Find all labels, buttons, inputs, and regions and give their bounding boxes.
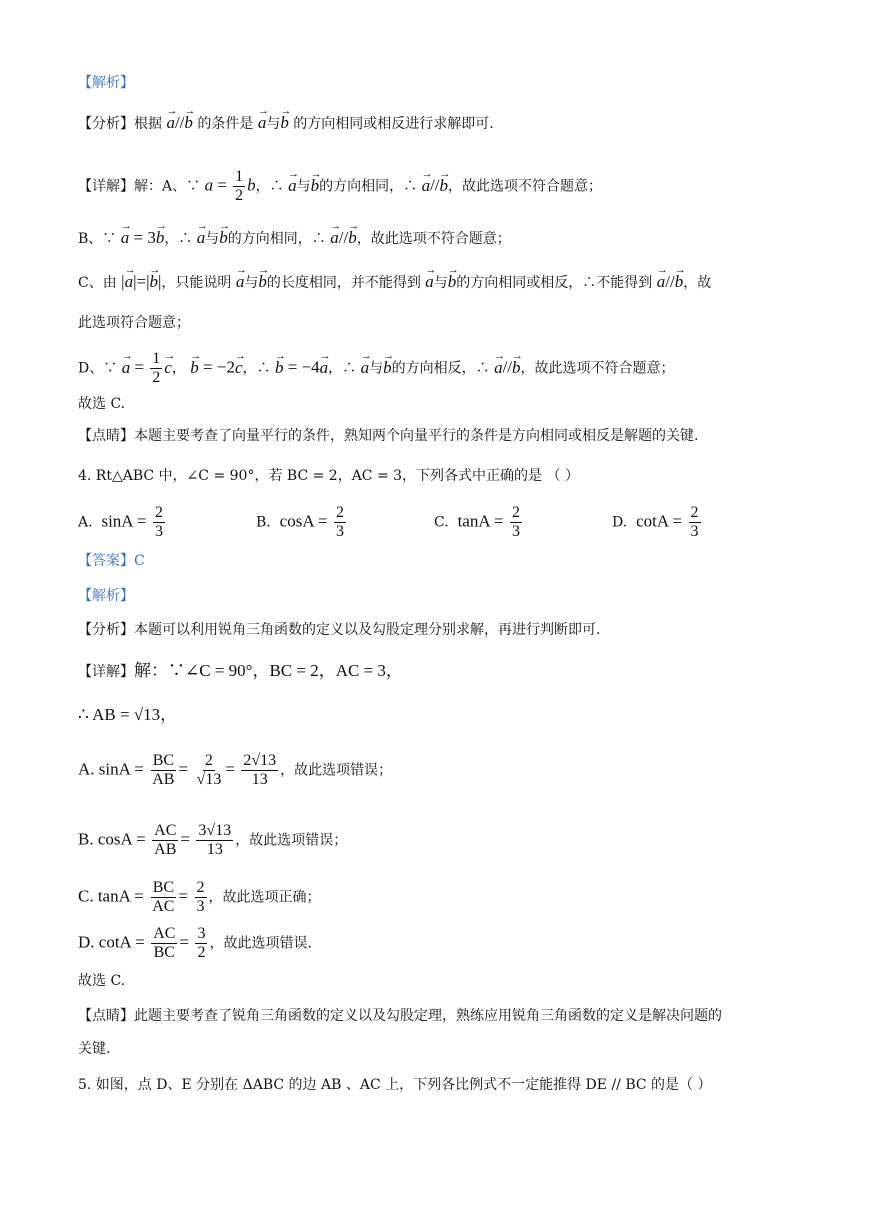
q3-detail-c-cont: 此选项符合题意； xyxy=(78,315,190,331)
q3-detail-b: B、∵ → a = 3→ b，∴ → a与→ b的方向相同，∴ → a//→ b，故此选项不符合题意； xyxy=(78,227,511,250)
q3-choice: 故选 C. xyxy=(78,396,126,412)
q4-detail-a: A. sinA = $\frac{BC}{AB}$ = $\frac{2}{√13}$ = $\frac{2√13}{13}$ ，故此选项错误； xyxy=(78,752,393,788)
q4-option-c: C. tanA = $\frac{2}{3}$ xyxy=(434,504,520,540)
q4-option-a: A. sinA = $\frac{2}{3}$ xyxy=(78,504,163,540)
q4-analysis-tag: 【解析】 xyxy=(78,588,134,604)
q4-option-d: D. cotA = $\frac{2}{3}$ xyxy=(612,504,699,540)
q4-ab-line: ∴ AB = √13， xyxy=(78,705,178,724)
q3-detail-a: 【详解】解：A、∵ a = $\frac{1}{2}$ b，∴ → a与→ b的方向相同，∴ → a//→ b，故此选项不符合题意； xyxy=(78,168,602,205)
q4-comment: 【点睛】此题主要考查了锐角三角函数的定义以及勾股定理，熟练应用锐角三角函数的定义是解决问题的 xyxy=(78,1008,722,1024)
vector-a: → a xyxy=(166,112,175,134)
analysis-tag: 【解析】 xyxy=(78,75,134,91)
q4-analysis: 【分析】本题可以利用锐角三角函数的定义以及勾股定理分别求解，再进行判断即可. xyxy=(78,622,601,638)
vector-b: → b xyxy=(184,112,193,134)
q3-detail-c: C、由 |→ a|=|→ b|，只能说明 → a与→ b的长度相同，并不能得到 → a与→ b的方向相同或相反，∴不能得到 → a//→ b，故 xyxy=(78,271,711,294)
q4-answer: 【答案】C xyxy=(78,553,145,569)
q3-analysis-line: 【分析】根据 → a//→ b 的条件是 → a与→ b 的方向相同或相反进行求解即可. xyxy=(78,112,494,135)
q4-comment-cont: 关键. xyxy=(78,1041,111,1057)
q4-detail-d: D. cotA = $\frac{AC}{BC}$ = $\frac{3}{2}$ ，故此选项错误. xyxy=(78,925,312,961)
q4-stem: 4. Rt△ABC 中，∠C = 90°，若 BC = 2，AC = 3，下列各式中正确的是 （ ） xyxy=(78,468,579,484)
q3-comment: 【点睛】本题主要考查了向量平行的条件，熟知两个向量平行的条件是方向相同或相反是解题的关键. xyxy=(78,428,699,444)
q4-detail-c: C. tanA = $\frac{BC}{AC}$ = $\frac{2}{3}$ ，故此选项正确； xyxy=(78,879,321,915)
q4-detail-b: B. cosA = $\frac{AC}{AB}$ = $\frac{3√13}{13}$ ，故此选项错误； xyxy=(78,822,348,858)
q4-choice: 故选 C. xyxy=(78,973,126,989)
analysis-label: 【分析】 xyxy=(78,116,134,132)
q4-option-b: B. cosA = $\frac{2}{3}$ xyxy=(256,504,344,540)
q3-detail-d: D、∵ → a = $\frac{1}{2}$ → c， → b = −2→ c，∴ → b = −4→ a，∴ → a与→ b的方向相反，∴ → a//→ b，故此选项不符合题意； xyxy=(78,350,675,387)
q5-stem: 5. 如图，点 D、E 分别在 ΔABC 的边 AB 、AC 上，下列各比例式不一定能推得 DE // BC 的是（ ） xyxy=(78,1077,712,1093)
q4-detail: 【详解】解：∵∠C = 90°，BC = 2，AC = 3， xyxy=(78,661,403,680)
